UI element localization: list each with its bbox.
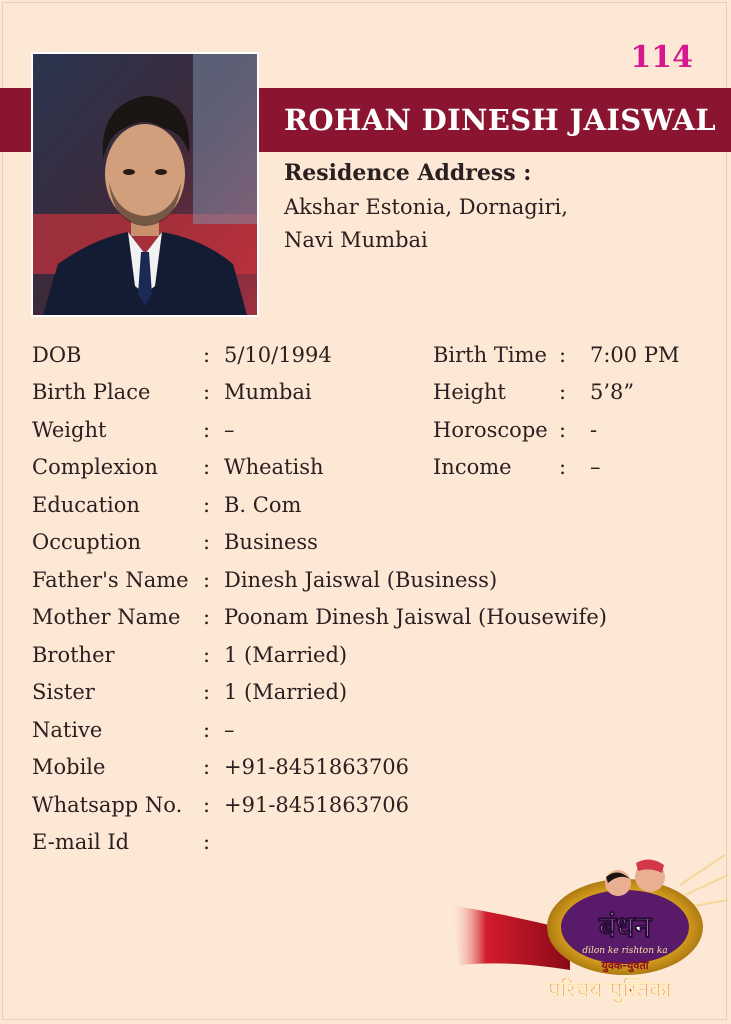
logo-bottom-text: परिचय पुस्तिका [548, 978, 672, 1003]
detail-colon: : [203, 643, 211, 667]
detail-value: – [224, 718, 235, 742]
detail-value: Business [224, 530, 318, 554]
detail-label: DOB [32, 343, 82, 367]
profile-name: ROHAN DINESH JAISWAL [284, 103, 716, 137]
profile-photo [31, 52, 259, 317]
detail-label: Sister [32, 680, 95, 704]
detail-label-right: Income [433, 455, 512, 479]
detail-colon: : [203, 380, 211, 404]
detail-value: B. Com [224, 493, 302, 517]
detail-label: Complexion [32, 455, 158, 479]
detail-colon-right: : [559, 380, 567, 404]
detail-label: Weight [32, 418, 107, 442]
detail-label: Brother [32, 643, 115, 667]
logo-subtitle: युवक-युवती [601, 959, 649, 972]
detail-value: 1 (Married) [224, 680, 348, 704]
detail-value-right: – [590, 455, 601, 479]
detail-value: Poonam Dinesh Jaiswal (Housewife) [224, 605, 607, 629]
detail-label: Education [32, 493, 140, 517]
detail-colon: : [203, 418, 211, 442]
detail-colon: : [203, 830, 211, 854]
detail-label-right: Height [433, 380, 506, 404]
address-line-1: Akshar Estonia, Dornagiri, [284, 195, 568, 219]
detail-value: +91-8451863706 [224, 755, 410, 779]
logo-title: बंधन [598, 910, 652, 945]
detail-colon: : [203, 343, 211, 367]
detail-value-right: - [590, 418, 598, 442]
address-heading: Residence Address : [284, 160, 532, 186]
detail-value: 5/10/1994 [224, 343, 332, 367]
address-line-2: Navi Mumbai [284, 228, 428, 252]
profile-number: 114 [630, 40, 693, 75]
detail-colon: : [203, 605, 211, 629]
bandhan-logo [450, 845, 730, 1020]
detail-label: Father's Name [32, 568, 189, 592]
detail-value: Wheatish [224, 455, 324, 479]
detail-value: Mumbai [224, 380, 312, 404]
detail-colon: : [203, 493, 211, 517]
detail-colon: : [203, 755, 211, 779]
detail-value: +91-8451863706 [224, 793, 410, 817]
detail-label-right: Horoscope [433, 418, 548, 442]
detail-colon-right: : [559, 343, 567, 367]
detail-colon: : [203, 718, 211, 742]
logo-tagline: dilon ke rishton ka [582, 946, 668, 956]
detail-value-right: 5’8” [590, 380, 635, 404]
detail-label: Native [32, 718, 103, 742]
detail-label: Occuption [32, 530, 142, 554]
detail-value: Dinesh Jaiswal (Business) [224, 568, 498, 592]
detail-colon: : [203, 793, 211, 817]
detail-value-right: 7:00 PM [590, 343, 680, 367]
detail-value: 1 (Married) [224, 643, 348, 667]
detail-label: Mobile [32, 755, 106, 779]
detail-label: Mother Name [32, 605, 181, 629]
detail-label: Whatsapp No. [32, 793, 183, 817]
detail-colon-right: : [559, 455, 567, 479]
detail-label: Birth Place [32, 380, 151, 404]
detail-colon: : [203, 568, 211, 592]
detail-colon: : [203, 530, 211, 554]
detail-value: – [224, 418, 235, 442]
detail-colon: : [203, 455, 211, 479]
detail-colon-right: : [559, 418, 567, 442]
detail-colon: : [203, 680, 211, 704]
detail-label: E-mail Id [32, 830, 130, 854]
detail-label-right: Birth Time [433, 343, 547, 367]
